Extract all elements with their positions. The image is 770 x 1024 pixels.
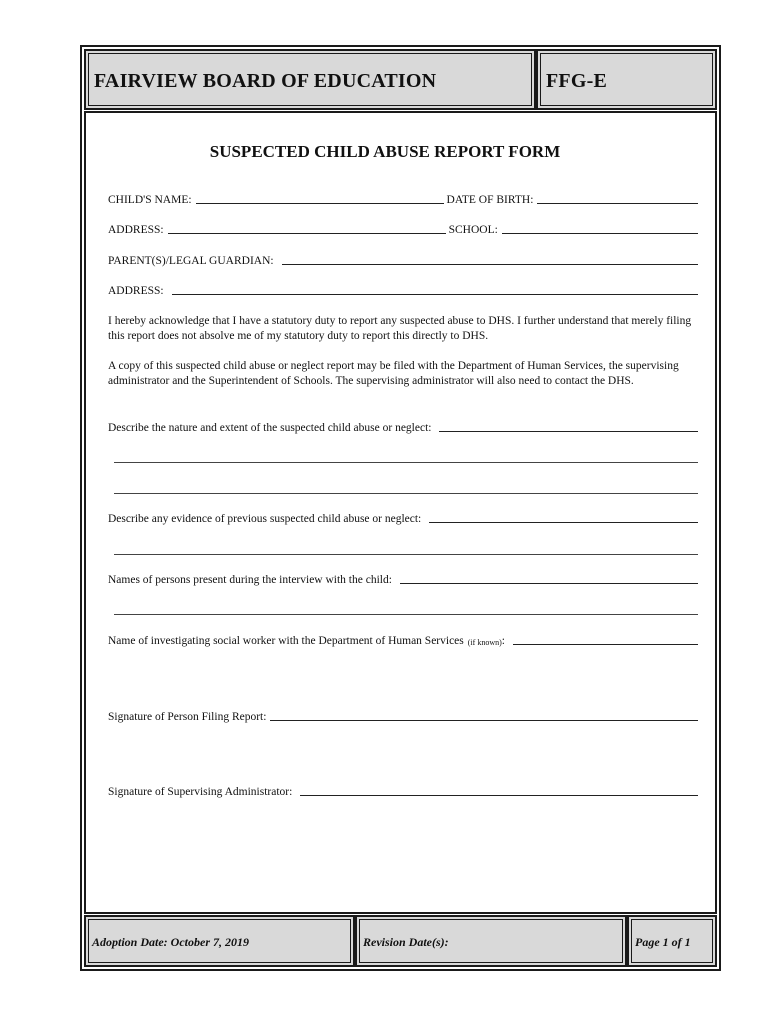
childs-name-field[interactable]: [196, 193, 444, 204]
date-of-birth-field[interactable]: [537, 193, 698, 204]
social-worker-label: Name of investigating social worker with the Department of Human Services: [108, 635, 464, 647]
row-persons: [108, 573, 698, 586]
date-of-birth-label: DATE OF BIRTH:: [446, 194, 534, 206]
nature-field[interactable]: [439, 421, 698, 432]
row-parent: [108, 254, 698, 267]
address-label: ADDRESS:: [108, 224, 164, 236]
copy-paragraph: A copy of this suspected child abuse or neglect report may be filed with the Department of Human Services, the supervising administrator and the Superintendent of Schools. The supervising administrator will also need to contact the DHS.: [108, 360, 679, 387]
header-code-cell: [536, 49, 717, 110]
row-nature: [108, 421, 698, 434]
childs-name-label: CHILD'S NAME:: [108, 194, 192, 206]
supervisor-signature-label: Signature of Supervising Administrator:: [108, 786, 293, 798]
previous-blank-line[interactable]: [114, 554, 698, 555]
previous-abuse-label: Describe any evidence of previous suspected child abuse or neglect:: [108, 513, 422, 525]
nature-blank-line[interactable]: [114, 493, 698, 494]
policy-code: FFG-E: [546, 70, 607, 92]
supervisor-signature-field[interactable]: [300, 785, 698, 796]
parent-guardian-label: PARENT(S)/LEGAL GUARDIAN:: [108, 255, 274, 267]
social-worker-field[interactable]: [513, 634, 698, 645]
adoption-date: Adoption Date: October 7, 2019: [92, 935, 249, 949]
social-worker-colon: :: [501, 635, 505, 647]
acknowledgement-paragraph: I hereby acknowledge that I have a statutory duty to report any suspected abuse to DHS. I further understand that merely filing this report does not absolve me of my statutory duty to report this directly to DHS.: [108, 315, 692, 342]
nature-blank-line[interactable]: [114, 462, 698, 463]
footer-adoption-cell: [84, 915, 355, 967]
parent-address-label: ADDRESS:: [108, 285, 164, 297]
parent-address-field[interactable]: [172, 284, 698, 295]
footer-page-cell: [627, 915, 717, 967]
parent-guardian-field[interactable]: [282, 254, 698, 265]
persons-present-field[interactable]: [400, 573, 698, 584]
page-number: Page 1 of 1: [635, 935, 691, 949]
row-social-worker: [108, 634, 698, 647]
persons-blank-line[interactable]: [114, 614, 698, 615]
school-label: SCHOOL:: [448, 224, 498, 236]
school-field[interactable]: [502, 223, 698, 234]
address-field[interactable]: [168, 223, 446, 234]
row-previous: [108, 512, 698, 525]
if-known-note: (if known): [467, 638, 502, 647]
filer-signature-field[interactable]: [270, 710, 698, 721]
row-address-school: [108, 223, 698, 236]
filer-signature-label: Signature of Person Filing Report:: [108, 711, 267, 723]
header-organization-cell: [84, 49, 536, 110]
organization-name: FAIRVIEW BOARD OF EDUCATION: [94, 70, 437, 92]
row-name-dob: [108, 193, 698, 206]
row-parent-address: [108, 284, 698, 297]
previous-abuse-field[interactable]: [429, 512, 698, 523]
nature-label: Describe the nature and extent of the suspected child abuse or neglect:: [108, 422, 432, 434]
row-signature-filer: [108, 710, 698, 723]
form-title: SUSPECTED CHILD ABUSE REPORT FORM: [209, 142, 561, 161]
revision-dates: Revision Date(s):: [363, 935, 449, 949]
footer-revision-cell: [355, 915, 627, 967]
persons-present-label: Names of persons present during the interview with the child:: [108, 574, 392, 586]
row-signature-supervisor: [108, 785, 698, 798]
